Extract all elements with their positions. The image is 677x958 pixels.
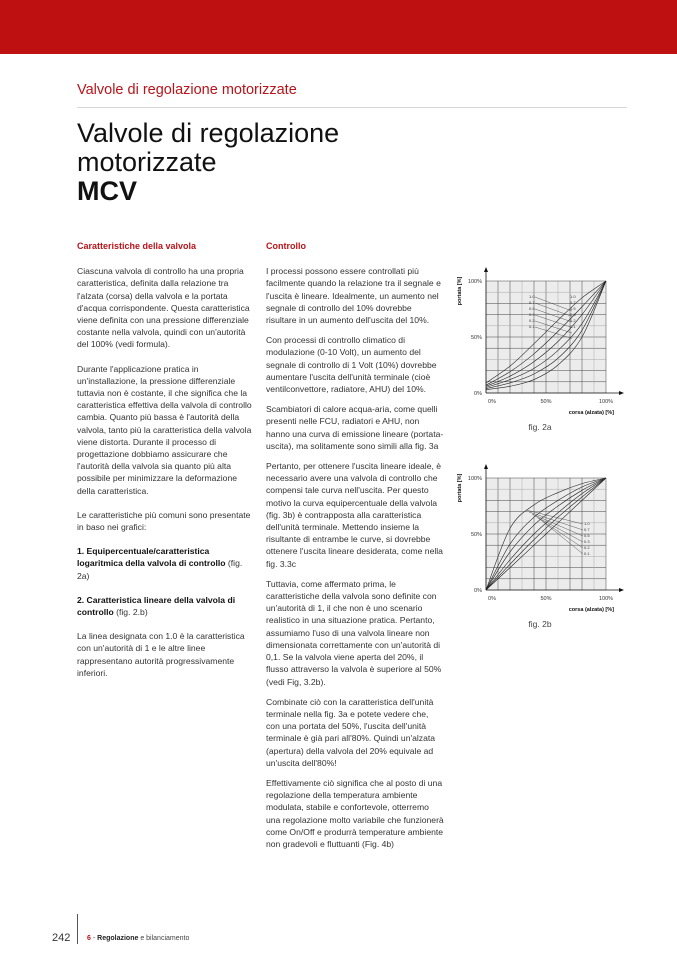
chart-equal-percentage (450, 262, 630, 420)
svg-text:0.1: 0.1 (584, 551, 590, 556)
section-title: Valvole di regolazione motorizzate (77, 82, 297, 98)
paragraph: La linea designata con 1.0 è la caratteristica con un'autorità di 1 e le altre linee rappresentano autorità progressivamente inferiori. (77, 631, 245, 678)
footer-divider (77, 914, 78, 944)
chart-linear (450, 459, 630, 617)
page-title (77, 119, 339, 206)
svg-text:50%: 50% (540, 596, 552, 602)
paragraph: Scambiatori di calore acqua-aria, come quelli presenti nelle FCU, radiatori e AHU, non hanno una curva di emissione lineare (portata-uscita), ma solitamente sono simili alla fig. 3a (266, 404, 444, 451)
chart-fig-2b (450, 459, 630, 629)
svg-text:portata [%]: portata [%] (457, 276, 463, 306)
svg-text:100%: 100% (598, 399, 614, 405)
svg-text:100%: 100% (467, 279, 482, 285)
chart-fig-2a (450, 262, 630, 432)
list-item-equal-percentage: 1. Equipercentuale/caratteristica logaritmica della valvola di controllo (fig. 2a) (77, 546, 243, 581)
svg-text:0.2: 0.2 (529, 318, 535, 323)
column-valve-characteristics (77, 240, 257, 691)
svg-text:0%: 0% (488, 399, 496, 405)
page-number: 242 (52, 932, 71, 944)
paragraph: Le caratteristiche più comuni sono presentate in baso nei grafici: (77, 509, 251, 533)
paragraph: Combinate ciò con la caratteristica dell'unità terminale nella fig. 3a e potete vedere che, con una portata del 50%, l'uscita dell'unità terminale è già pari all'80%. Quindi un'alzata (apertura) della valvola del 20% equivale ad un'uscita dell'80%! (266, 696, 436, 768)
svg-text:50%: 50% (470, 335, 482, 341)
svg-text:0.7: 0.7 (529, 300, 535, 305)
divider (77, 107, 627, 108)
svg-text:corsa (alzata) [%]: corsa (alzata) [%] (568, 410, 614, 416)
svg-text:100%: 100% (598, 596, 614, 602)
paragraph: Effettivamente ciò significa che al posto di una regolazione della temperatura ambiente modulata, stabile e confortevole, otterremo una regolazione molto variabile che funzionerà come On/Off e produrrà temperature ambiente non gradevoli e fluttuanti (Fig. 4b) (266, 777, 444, 849)
svg-text:50%: 50% (470, 532, 482, 538)
svg-text:0.5: 0.5 (584, 533, 590, 538)
paragraph: Ciascuna valvola di controllo ha una propria caratteristica, definita dalla relazione tra l'alzata (corsa) della valvola e la portata d'acqua corrispondente. Questa caratteristica viene definita con una pressione differenziale costante nella valvola, quindi con un'autorità del 100% (vedi formula). (77, 266, 250, 350)
paragraph: Durante l'applicazione pratica in un'installazione, la pressione differenziale tuttavia non è costante, il che significa che la caratteristica effettiva della valvola di controllo cambia. Quanto più bassa è l'autorità della valvola, tanto più la caratteristica della valvola viene distorta. Durante il processo di progettazione dobbiamo assicurare che l'autorità della valvola sia quanto più alta possibile per minimizzare la deformazione della caratteristica. (77, 363, 252, 496)
svg-text:0.2: 0.2 (570, 318, 576, 323)
svg-text:0.3: 0.3 (529, 312, 535, 317)
column-control (266, 240, 444, 858)
paragraph: I processi possono essere controllati più facilmente quando la relazione tra il segnale e l'uscita è lineare. Idealmente, un aumento nel segnale di controllo del 10% dovrebbe risultare in un aumento dell'uscita del 10%. (266, 266, 441, 326)
svg-text:50%: 50% (540, 399, 552, 405)
svg-text:0.3: 0.3 (584, 539, 590, 544)
paragraph: Con processi di controllo climatico di modulazione (0-10 Volt), un aumento del segnale di controllo di 1 Volt (10%) dovrebbe aumentare l'uscita dell'unità terminale (cioè ventilconvettore, radiatore, AHU) del 10%. (266, 335, 437, 395)
title-line-1: Valvole di regolazione (77, 118, 340, 148)
heading-control: Controllo (266, 241, 306, 251)
svg-text:1.0: 1.0 (570, 294, 576, 299)
svg-text:0.2: 0.2 (584, 545, 590, 550)
paragraph: Tuttavia, come affermato prima, le caratteristiche della valvola sono definite con un'autorità di 1, il che non è uno scenario realistico in una situazione pratica. Pertanto, assumiamo l'uso di una valvola lineare non dimensionata correttamente con un'autorità di 0,1. Se la valvola viene aperta del 20%, il flusso attraverso la valvola è superiore al 50% (vedi Fig, 3.2b). (266, 578, 442, 687)
svg-text:0.3: 0.3 (570, 312, 576, 317)
title-line-2: motorizzate (77, 147, 217, 177)
svg-text:portata [%]: portata [%] (457, 473, 463, 503)
svg-text:0%: 0% (474, 588, 482, 594)
svg-text:0.5: 0.5 (529, 306, 535, 311)
title-product: MCV (77, 176, 137, 206)
heading-valve-characteristics: Caratteristiche della valvola (77, 241, 197, 251)
paragraph: Pertanto, per ottenere l'uscita lineare ideale, è necessario avere una valvola di controllo che compensi tale curva nell'uscita. Per questo motivo la curva equipercentuale della valvola (fig. 3b) è contrapposta alla caratteristica dell'unità terminale. Mettendo insieme la risultante di entrambe le curve, si dovrebbe ottenere l'uscita lineare desiderata, come nella fig. 3.3c (266, 461, 443, 569)
list-item-linear: 2. Caratteristica lineare della valvola di controllo (fig. 2.b) (77, 594, 236, 618)
svg-text:100%: 100% (467, 476, 482, 482)
footer-chapter: 6 - Regolazione e bilanciamento (87, 935, 190, 942)
svg-text:1.0: 1.0 (529, 294, 535, 299)
svg-text:0%: 0% (488, 596, 496, 602)
svg-text:0.5: 0.5 (570, 306, 576, 311)
header-bar (0, 0, 677, 54)
svg-text:0.1: 0.1 (529, 324, 535, 329)
svg-text:0%: 0% (474, 391, 482, 397)
svg-text:0.1: 0.1 (570, 324, 576, 329)
svg-text:0.7: 0.7 (584, 527, 590, 532)
svg-text:0.7: 0.7 (570, 300, 576, 305)
caption-fig-2a: fig. 2a (528, 422, 552, 432)
caption-fig-2b: fig. 2b (528, 619, 552, 629)
svg-text:1.0: 1.0 (584, 521, 590, 526)
svg-text:corsa (alzata) [%]: corsa (alzata) [%] (568, 607, 614, 613)
